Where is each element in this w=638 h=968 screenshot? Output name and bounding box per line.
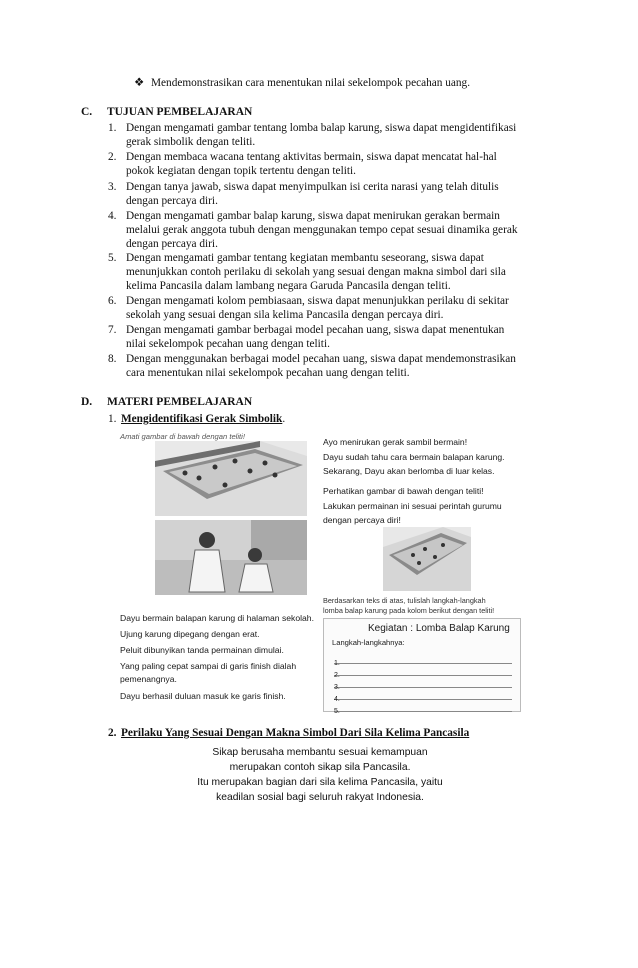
list-item-line: pokok kegiatan dengan topik tertentu dengan teliti. bbox=[126, 165, 356, 177]
list-item-line: melalui gerak anggota tubuh dengan menggunakan tempo cepat sesuai dinamika gerak bbox=[126, 224, 518, 236]
instruction-line: Perhatikan gambar di bawah dengan teliti! bbox=[323, 486, 484, 496]
activity-step: 2. bbox=[334, 664, 512, 676]
list-item-number: 7. bbox=[108, 324, 117, 336]
activity-step: 5. bbox=[334, 700, 512, 712]
instruction-line: Sekarang, Dayu akan berlomba di luar kelas. bbox=[323, 466, 495, 476]
subsection-title bbox=[121, 412, 285, 426]
field-illustration bbox=[383, 527, 471, 591]
list-item-line: Dengan membaca wacana tentang aktivitas bermain, siswa dapat mencatat hal-hal bbox=[126, 151, 497, 163]
subsection-title-suffix: . bbox=[282, 413, 286, 425]
list-item-line: dengan percaya diri. bbox=[126, 238, 218, 250]
story-line: Ujung karung dipegang dengan erat. bbox=[120, 629, 260, 639]
classroom-illustration bbox=[155, 441, 307, 516]
list-item-line: nilai sekelompok pecahan uang dengan teliti. bbox=[126, 338, 330, 350]
list-item-number: 5. bbox=[108, 252, 117, 264]
list-item-line: Dengan mengamati kolom pembiasaan, siswa dapat menunjukkan perilaku di sekitar bbox=[126, 295, 509, 307]
activity-title: Kegiatan : Lomba Balap Karung bbox=[368, 623, 510, 634]
subsection-number: 1. bbox=[108, 413, 117, 425]
top-bullet-text: Mendemonstrasikan cara menentukan nilai sekelompok pecahan uang. bbox=[151, 77, 471, 89]
instruction-line: Dayu sudah tahu cara bermain balapan karung. bbox=[323, 452, 505, 462]
story-line: Yang paling cepat sampai di garis finish dialah bbox=[120, 661, 297, 671]
subsection-number: 2. bbox=[108, 727, 117, 739]
list-item-line: menunjukkan contoh perilaku di sekolah yang sesuai dengan makna simbol dari sila bbox=[126, 266, 506, 278]
section-c-letter: C. bbox=[81, 106, 93, 118]
instruction-line: dengan percaya diri! bbox=[323, 515, 401, 525]
list-item-line: cara menentukan nilai sekelompok pecahan uang dengan teliti. bbox=[126, 367, 410, 379]
list-item-number: 2. bbox=[108, 151, 117, 163]
section-d-title: MATERI PEMBELAJARAN bbox=[107, 396, 253, 408]
activity-box bbox=[323, 618, 521, 715]
instruction-line: Lakukan permainan ini sesuai perintah gurumu bbox=[323, 501, 502, 511]
story-line: Peluit dibunyikan tanda permainan dimulai. bbox=[120, 645, 284, 655]
list-item-line: Dengan mengamati gambar tentang lomba balap karung, siswa dapat mengidentifikasi bbox=[126, 122, 517, 134]
activity-step: 4. bbox=[334, 688, 512, 700]
sack-race-illustration bbox=[155, 520, 307, 595]
activity-step: 3. bbox=[334, 676, 512, 688]
list-item-line: dengan percaya diri. bbox=[126, 195, 218, 207]
story-line: pemenangnya. bbox=[120, 674, 177, 684]
subsection-title: Perilaku Yang Sesuai Dengan Makna Simbol Dari Sila Kelima Pancasila bbox=[121, 727, 470, 739]
subsection-title-text: Mengidentifikasi Gerak Simbolik bbox=[121, 413, 283, 425]
top-bullet-icon: ❖ bbox=[134, 77, 145, 89]
list-item-line: sekolah yang sesuai dengan sila kelima Pancasila dengan percaya diri. bbox=[126, 309, 444, 321]
story-line: Dayu bermain balapan karung di halaman sekolah. bbox=[120, 613, 314, 623]
paragraph-line: keadilan sosial bagi seluruh rakyat Indonesia. bbox=[216, 792, 424, 803]
paragraph-line: Itu merupakan bagian dari sila kelima Pancasila, yaitu bbox=[197, 777, 443, 788]
list-item-number: 1. bbox=[108, 122, 117, 134]
list-item-line: Dengan tanya jawab, siswa dapat menyimpulkan isi cerita narasi yang telah ditulis bbox=[126, 181, 499, 193]
list-item-number: 6. bbox=[108, 295, 117, 307]
list-item-line: Dengan mengamati gambar tentang kegiatan membantu seseorang, siswa dapat bbox=[126, 252, 484, 264]
list-item-number: 3. bbox=[108, 181, 117, 193]
section-c-title: TUJUAN PEMBELAJARAN bbox=[107, 106, 253, 118]
list-item-line: Dengan menggunakan berbagai model pecahan uang, siswa dapat mendemonstrasikan bbox=[126, 353, 516, 365]
instruction-line: Ayo menirukan gerak sambil bermain! bbox=[323, 437, 468, 447]
activity-subtitle: Langkah-langkahnya: bbox=[332, 638, 405, 647]
list-item-line: kelima Pancasila dalam lambang negara Garuda Pancasila dengan teliti. bbox=[126, 280, 451, 292]
sack-race-drawing bbox=[155, 520, 307, 595]
paragraph-line: Sikap berusaha membantu sesuai kemampuan bbox=[212, 747, 428, 758]
story-line: Dayu berhasil duluan masuk ke garis finish. bbox=[120, 691, 286, 701]
list-item-number: 8. bbox=[108, 353, 117, 365]
list-item-line: Dengan mengamati gambar balap karung, siswa dapat menirukan gerakan bermain bbox=[126, 210, 500, 222]
list-item-line: Dengan mengamati gambar berbagai model pecahan uang, siswa dapat menentukan bbox=[126, 324, 505, 336]
list-item-line: gerak simbolik dengan teliti. bbox=[126, 136, 256, 148]
section-d-letter: D. bbox=[81, 396, 93, 408]
field-drawing bbox=[383, 527, 471, 591]
activity-steps bbox=[334, 652, 512, 715]
list-item-number: 4. bbox=[108, 210, 117, 222]
task-instruction-line: lomba balap karung pada kolom berikut dengan teliti! bbox=[323, 606, 495, 615]
figure-caption: Amati gambar di bawah dengan teliti! bbox=[120, 432, 245, 441]
task-instruction-line: Berdasarkan teks di atas, tulislah langkah-langkah bbox=[323, 596, 486, 605]
classroom-drawing bbox=[155, 441, 307, 516]
activity-step: 1. bbox=[334, 652, 512, 664]
paragraph-line: merupakan contoh sikap sila Pancasila. bbox=[229, 762, 411, 773]
